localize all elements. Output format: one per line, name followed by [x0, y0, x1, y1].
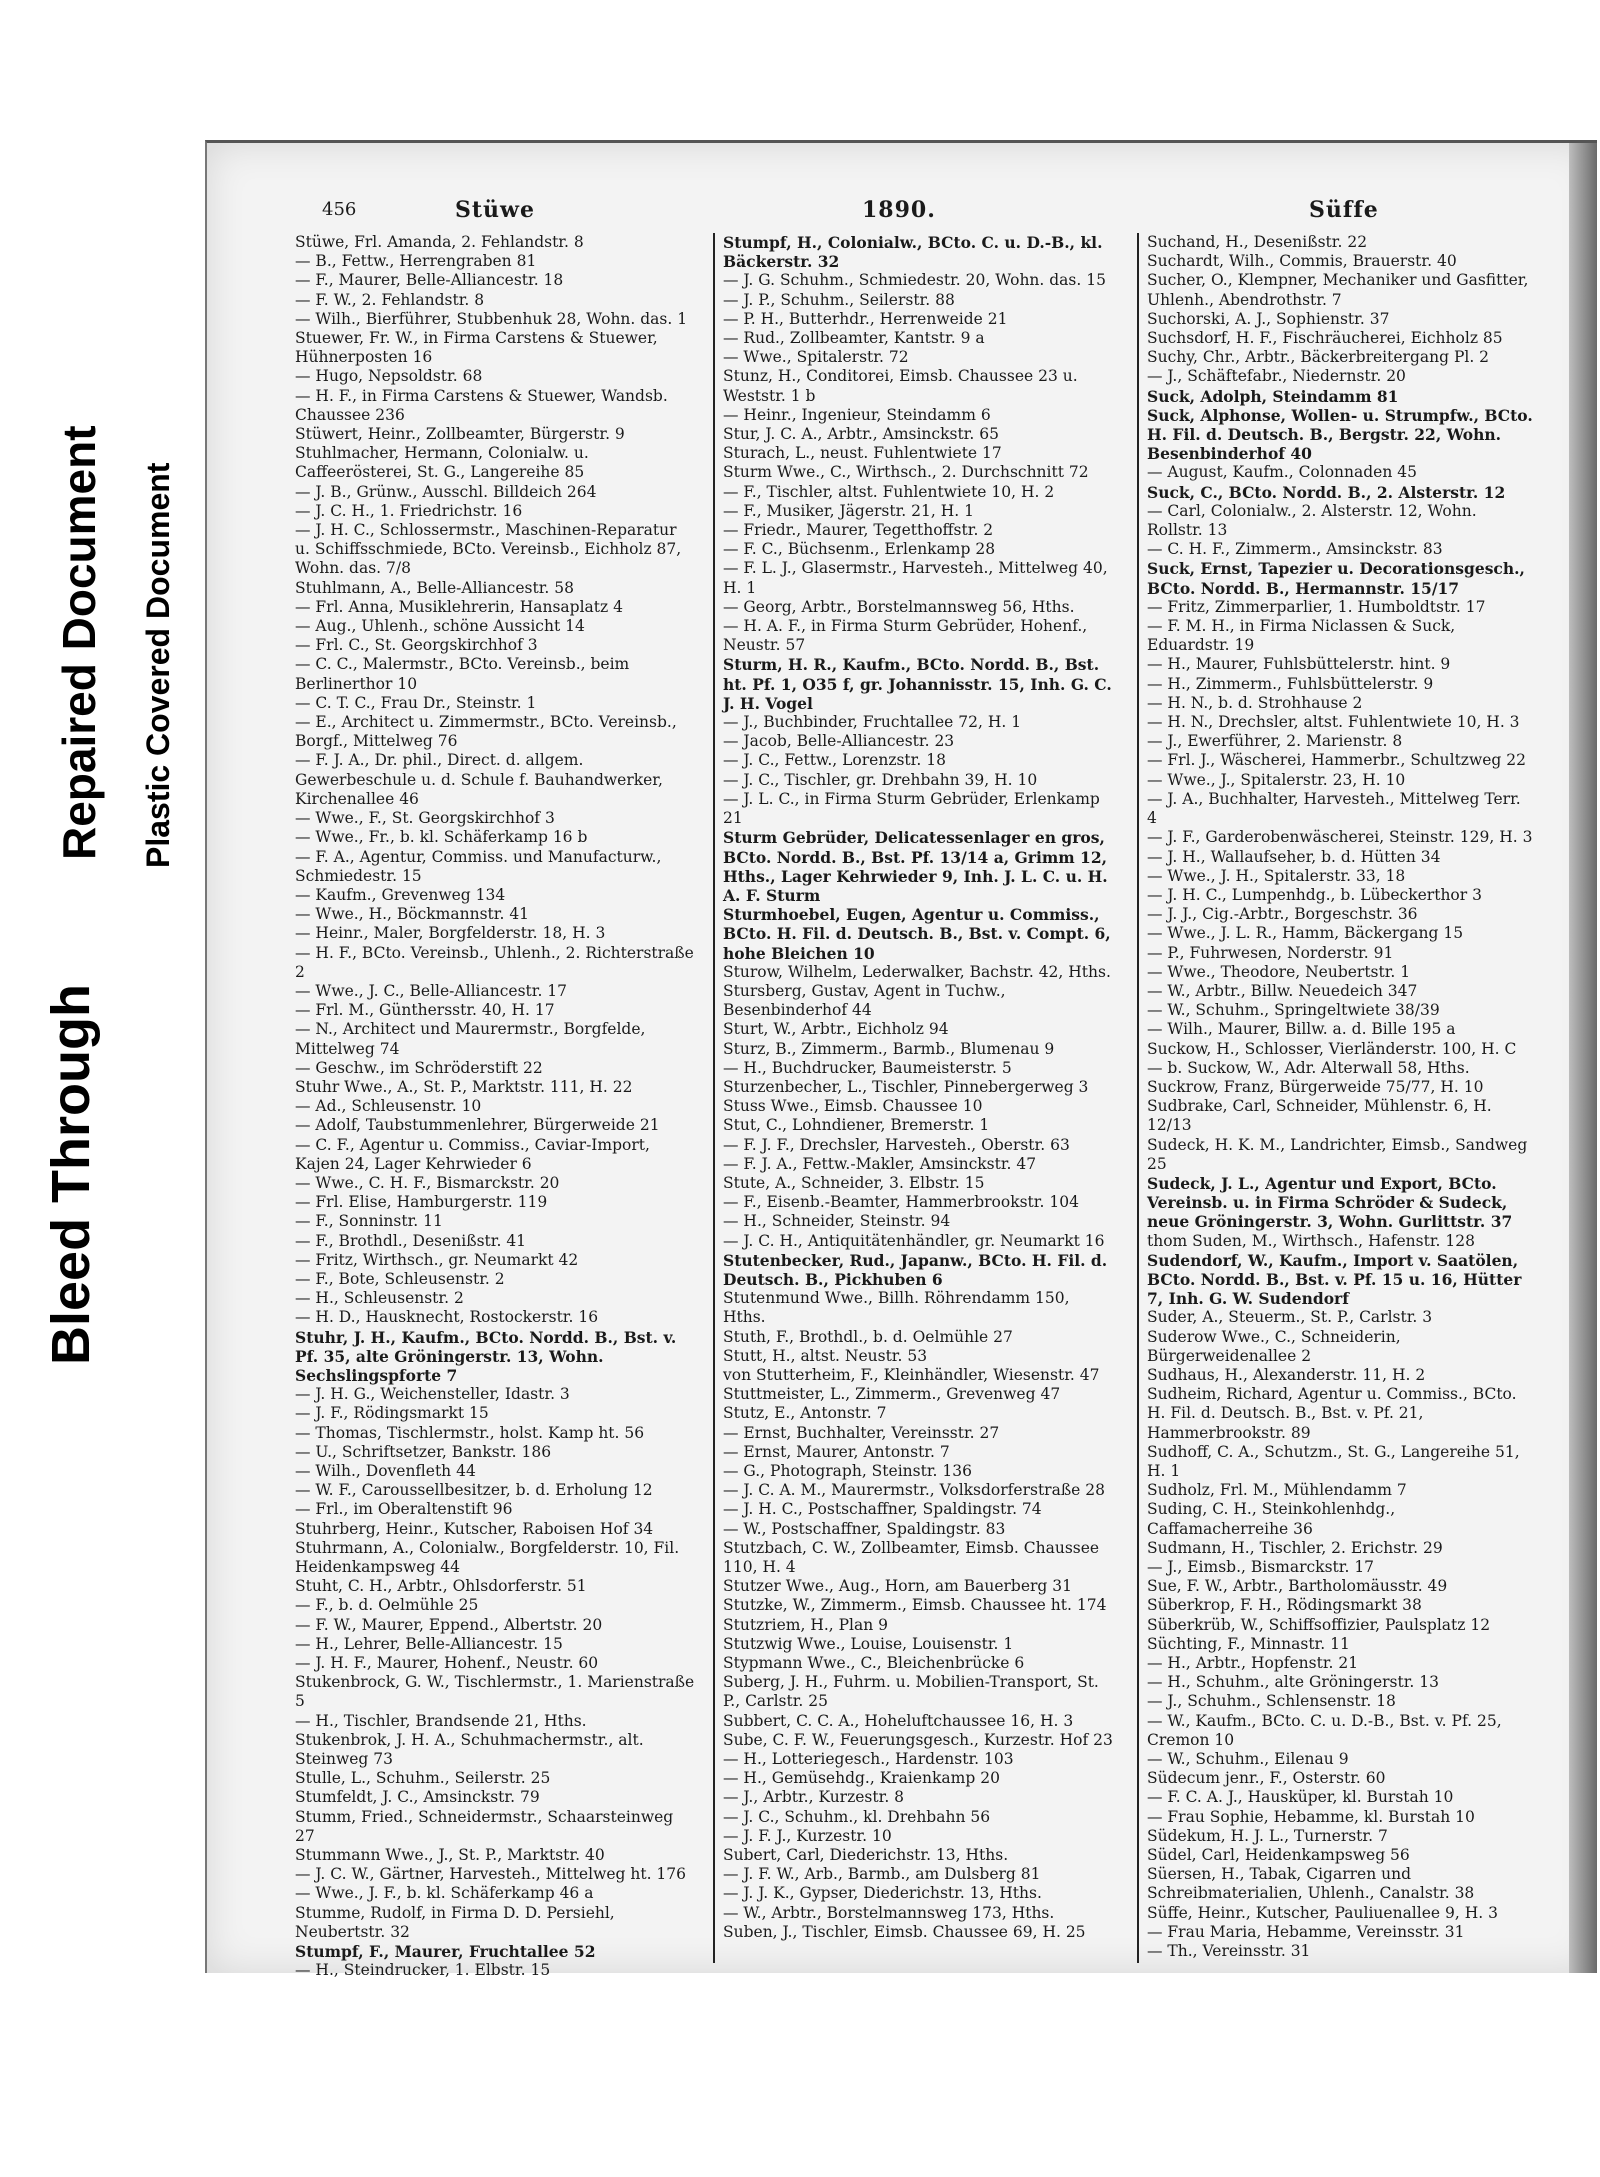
directory-entry: — H., Schneider, Steinstr. 94: [723, 1212, 951, 1231]
directory-entry: — H. N., Drechsler, altst. Fuhlentwiete 10, H. 3: [1147, 713, 1520, 732]
directory-entry: — J. B., Grünw., Ausschl. Billdeich 264: [295, 482, 597, 501]
directory-entry: — Wilh., Dovenfleth 44: [295, 1462, 476, 1480]
directory-entry: — Wwe., Spitalerstr. 72: [723, 348, 909, 367]
directory-entry: Stuth, F., Brothdl., b. d. Oelmühle 27: [723, 1327, 1013, 1346]
directory-entry: Suck, C., BCto. Nordd. B., 2. Alsterstr. 12: [1147, 482, 1506, 502]
directory-entry: Stuht, C. H., Arbtr., Ohlsdorferstr. 51: [295, 1577, 587, 1596]
directory-column-2: [713, 233, 1113, 1963]
directory-entry: — H. N., b. d. Strohhause 2: [1147, 693, 1363, 712]
directory-entry: — N., Architect und Maurermstr., Borgfelde, Mittelweg 74: [295, 1020, 646, 1058]
directory-entry: Suchand, H., Desenißstr. 22: [1147, 233, 1368, 251]
directory-entry: — Wwe., H., Böckmannstr. 41: [295, 905, 530, 924]
directory-entry: — Friedr., Maurer, Tegetthoffstr. 2: [723, 521, 994, 540]
directory-entry: Stutzke, W., Zimmerm., Eimsb. Chaussee ht. 174: [723, 1596, 1107, 1615]
directory-entry: — Fritz, Zimmerparlier, 1. Humboldtstr. 17: [1147, 597, 1486, 616]
label-plastic-covered-document: Plastic Covered Document: [140, 462, 176, 868]
directory-entry: Stuewer, Fr. W., in Firma Carstens & Stuewer, Hühnerposten 16: [295, 329, 658, 367]
directory-entry: Stut, C., Lohndiener, Bremerstr. 1: [723, 1116, 990, 1135]
directory-entry: Stüwert, Heinr., Zollbeamter, Bürgerstr. 9: [295, 425, 625, 444]
directory-column-1: [295, 233, 695, 1980]
directory-entry: Südekum, H. J. L., Turnerstr. 7: [1147, 1826, 1388, 1845]
directory-entry: — Frau Maria, Hebamme, Vereinsstr. 31: [1147, 1922, 1465, 1941]
directory-entry: Suchardt, Wilh., Commis, Brauerstr. 40: [1147, 252, 1457, 271]
directory-entry: Südel, Carl, Heidenkampsweg 56: [1147, 1846, 1410, 1865]
directory-column-3: [1137, 233, 1535, 1963]
directory-entry: Suben, J., Tischler, Eimsb. Chaussee 69, H. 25: [723, 1922, 1086, 1941]
directory-entry: Sturm, H. R., Kaufm., BCto. Nordd. B., Bst. ht. Pf. 1, O35 f, gr. Johannisstr. 15, Inh. G. C. J. H. Vogel: [723, 655, 1112, 713]
directory-entry: — J. H. F., Maurer, Hohenf., Neustr. 60: [295, 1654, 599, 1673]
directory-entry: Stutzwig Wwe., Louise, Louisenstr. 1: [723, 1634, 1014, 1653]
directory-entry: — Kaufm., Grevenweg 134: [295, 885, 506, 904]
running-head-year: 1890.: [862, 197, 936, 223]
directory-entry: Südecum jenr., F., Osterstr. 60: [1147, 1769, 1386, 1788]
directory-entry: Sudhaus, H., Alexanderstr. 11, H. 2: [1147, 1365, 1426, 1384]
directory-entry: Suder, A., Steuerm., St. P., Carlstr. 3: [1147, 1308, 1433, 1327]
directory-entry: Sudendorf, W., Kaufm., Import v. Saatölen, BCto. Nordd. B., Bst. v. Pf. 15 u. 16, Hütter 7, Inh. G. W. Sudendorf: [1147, 1250, 1522, 1309]
directory-entry: Sturow, Wilhelm, Lederwalker, Bachstr. 42, Hths.: [723, 962, 1111, 981]
directory-entry: Suding, C. H., Steinkohlenhdg., Caffamacherreihe 36: [1147, 1500, 1396, 1538]
directory-entry: — Hugo, Nepsoldstr. 68: [295, 367, 483, 386]
directory-entry: — F. J. F., Drechsler, Harvesteh., Oberstr. 63: [723, 1135, 1070, 1154]
running-head-left: Stüwe: [455, 197, 535, 223]
directory-entry: — Wwe., Theodore, Neubertstr. 1: [1147, 962, 1411, 981]
directory-entry: — J. C. H., 1. Friedrichstr. 16: [295, 501, 523, 520]
label-bleed-through: Bleed Through: [41, 984, 101, 1365]
directory-entry: Suchsdorf, H. F., Fischräucherei, Eichholz 85: [1147, 329, 1503, 348]
directory-entry: Stursberg, Gustav, Agent in Tuchw., Besenbinderhof 44: [723, 981, 1006, 1020]
directory-entry: — Jacob, Belle-Alliancestr. 23: [723, 732, 955, 751]
directory-entry: — August, Kaufm., Colonnaden 45: [1147, 463, 1417, 482]
directory-entry: — F., Brothdl., Desenißstr. 41: [295, 1231, 527, 1250]
directory-entry: — Aug., Uhlenh., schöne Aussicht 14: [295, 617, 585, 636]
directory-entry: Sturz, B., Zimmerm., Barmb., Blumenau 9: [723, 1039, 1055, 1058]
directory-entry: Stuhlmann, A., Belle-Alliancestr. 58: [295, 578, 574, 597]
directory-entry: Sue, F. W., Arbtr., Bartholomäusstr. 49: [1147, 1577, 1448, 1596]
directory-entry: Sucher, O., Klempner, Mechaniker und Gasfitter, Uhlenh., Abendrothstr. 7: [1147, 271, 1529, 309]
directory-entry: — H., Lehrer, Belle-Alliancestr. 15: [295, 1634, 563, 1653]
directory-entry: Subbert, C. C. A., Hoheluftchaussee 16, H. 3: [723, 1711, 1074, 1730]
directory-entry: — Heinr., Ingenieur, Steindamm 6: [723, 405, 991, 424]
directory-entry: Stutzer Wwe., Aug., Horn, am Bauerberg 31: [723, 1577, 1072, 1596]
directory-entry: — J. C. H., Antiquitätenhändler, gr. Neumarkt 16: [723, 1231, 1105, 1250]
directory-entry: Sturach, L., neust. Fuhlentwiete 17: [723, 444, 1002, 463]
directory-entry: Stunz, H., Conditorei, Eimsb. Chaussee 23 u. Weststr. 1 b: [723, 367, 1078, 405]
directory-entry: — Carl, Colonialw., 2. Alsterstr. 12, Wohn. Rollstr. 13: [1147, 501, 1477, 540]
directory-entry: — H. D., Hausknecht, Rostockerstr. 16: [295, 1308, 599, 1327]
directory-entry: — Rud., Zollbeamter, Kantstr. 9 a: [723, 329, 985, 348]
directory-entry: — Ernst, Buchhalter, Vereinsstr. 27: [723, 1423, 1000, 1442]
directory-entry: — Frau Sophie, Hebamme, kl. Burstah 10: [1147, 1807, 1475, 1826]
directory-entry: Stumme, Rudolf, in Firma D. D. Persiehl, Neubertstr. 32: [295, 1903, 615, 1941]
directory-entry: Suckow, H., Schlosser, Vierländerstr. 100, H. C: [1147, 1039, 1517, 1058]
directory-entry: — Wwe., J. L. R., Hamm, Bäckergang 15: [1147, 924, 1464, 943]
directory-entry: Stute, A., Schneider, 3. Elbstr. 15: [723, 1173, 985, 1192]
directory-entry: — Frl. Anna, Musiklehrerin, Hansaplatz 4: [295, 597, 623, 616]
directory-entry: — J. F., Garderobenwäscherei, Steinstr. 129, H. 3: [1147, 828, 1533, 847]
directory-entry: Süffe, Heinr., Kutscher, Pauliuenallee 9, H. 3: [1147, 1903, 1498, 1922]
directory-entry: Stumm, Fried., Schneidermstr., Schaarsteinweg 27: [295, 1807, 674, 1845]
directory-entry: — F. C. A. J., Hausküper, kl. Burstah 10: [1147, 1788, 1454, 1807]
directory-entry: Suck, Ernst, Tapezier u. Decorationsgesch., BCto. Nordd. B., Hermannstr. 15/17: [1147, 559, 1525, 598]
directory-entry: — H., Gemüsehdg., Kraienkamp 20: [723, 1769, 1000, 1788]
directory-entry: — H., Buchdrucker, Baumeisterstr. 5: [723, 1058, 1012, 1077]
directory-entry: — W. F., Caroussellbesitzer, b. d. Erholung 12: [295, 1481, 653, 1500]
directory-entry: — Wwe., J. C., Belle-Alliancestr. 17: [295, 981, 568, 1000]
directory-entry: Süberkrüb, W., Schiffsoffizier, Paulsplatz 12: [1147, 1615, 1491, 1634]
directory-entry: — J. F. W., Arb., Barmb., am Dulsberg 81: [723, 1865, 1041, 1884]
directory-entry: — Wwe., J. F., b. kl. Schäferkamp 46 a: [295, 1884, 594, 1903]
directory-entry: Stutenmund Wwe., Billh. Röhrendamm 150, Hths.: [723, 1289, 1070, 1327]
directory-entry: — J. H. C., Postschaffner, Spaldingstr. 74: [723, 1500, 1042, 1519]
directory-entry: Stukenbrok, J. H. A., Schuhmachermstr., alt. Steinweg 73: [295, 1730, 644, 1769]
directory-entry: — Fritz, Wirthsch., gr. Neumarkt 42: [295, 1250, 579, 1269]
directory-entry: Sudheim, Richard, Agentur u. Commiss., BCto. H. Fil. d. Deutsch. B., Bst. v. Pf. 21, Hammerbrookstr. 89: [1147, 1385, 1517, 1442]
directory-entry: Stulle, L., Schuhm., Seilerstr. 25: [295, 1769, 551, 1788]
directory-entry: — F. W., 2. Fehlandstr. 8: [295, 290, 485, 309]
directory-entry: Stuhr, J. H., Kaufm., BCto. Nordd. B., Bst. v. Pf. 35, alte Gröningerstr. 13, Wohn. Sechslingspforte 7: [295, 1327, 677, 1385]
directory-entry: — J. C., Schuhm., kl. Drehbahn 56: [723, 1807, 991, 1826]
directory-entry: — F., b. d. Oelmühle 25: [295, 1596, 479, 1615]
running-head-right: Süffe: [1309, 197, 1379, 223]
directory-entry: — C. C., Malermstr., BCto. Vereinsb., beim Berlinerthor 10: [295, 655, 630, 693]
directory-entry: Stuss Wwe., Eimsb. Chaussee 10: [723, 1097, 983, 1116]
directory-entry: Sudbrake, Carl, Schneider, Mühlenstr. 6, H. 12/13: [1147, 1097, 1492, 1135]
directory-entry: Stutenbecker, Rud., Japanw., BCto. H. Fil. d. Deutsch. B., Pickhuben 6: [723, 1250, 1108, 1289]
directory-entry: Stumfeldt, J. C., Amsinckstr. 79: [295, 1788, 540, 1807]
directory-entry: — F., Bote, Schleusenstr. 2: [295, 1269, 505, 1288]
page-header: [207, 197, 1597, 231]
directory-entry: — b. Suckow, W., Adr. Alterwall 58, Hths.: [1147, 1058, 1470, 1077]
directory-entry: — F. C., Büchsenm., Erlenkamp 28: [723, 540, 996, 559]
directory-entry: — Georg, Arbtr., Borstelmannsweg 56, Hths.: [723, 597, 1075, 616]
directory-entry: — J., Buchbinder, Fruchtallee 72, H. 1: [723, 713, 1022, 732]
directory-entry: — Wwe., J., Spitalerstr. 23, H. 10: [1147, 770, 1406, 789]
directory-columns: [295, 233, 1533, 1980]
directory-entry: — Wwe., J. H., Spitalerstr. 33, 18: [1147, 866, 1406, 885]
directory-entry: — J. H., Wallaufseher, b. d. Hütten 34: [1147, 847, 1441, 866]
directory-entry: — F., Maurer, Belle-Alliancestr. 18: [295, 271, 564, 290]
directory-entry: — F. J. A., Fettw.-Makler, Amsinckstr. 47: [723, 1154, 1037, 1173]
directory-entry: — J. L. C., in Firma Sturm Gebrüder, Erlenkamp 21: [723, 789, 1100, 828]
directory-entry: — Geschw., im Schröderstift 22: [295, 1058, 543, 1077]
scanned-page: [205, 140, 1597, 1980]
directory-entry: — Ad., Schleusenstr. 10: [295, 1097, 482, 1116]
directory-entry: — G., Photograph, Steinstr. 136: [723, 1462, 972, 1480]
directory-entry: — P., Fuhrwesen, Norderstr. 91: [1147, 943, 1394, 962]
directory-entry: — J. C. W., Gärtner, Harvesteh., Mittelweg ht. 176: [295, 1865, 687, 1884]
directory-entry: — W., Arbtr., Billw. Neuedeich 347: [1147, 981, 1418, 1000]
directory-entry: — J., Ewerführer, 2. Marienstr. 8: [1147, 732, 1403, 751]
directory-entry: — H., Schuhm., alte Gröningerstr. 13: [1147, 1673, 1439, 1692]
directory-entry: — Frl. Elise, Hamburgerstr. 119: [295, 1193, 548, 1212]
directory-entry: Sudhoff, C. A., Schutzm., St. G., Langereihe 51, H. 1: [1147, 1442, 1520, 1480]
directory-entry: — H. F., BCto. Vereinsb., Uhlenh., 2. Richterstraße 2: [295, 943, 694, 981]
directory-entry: Sturm Wwe., C., Wirthsch., 2. Durchschnitt 72: [723, 463, 1089, 482]
directory-entry: Sturmhoebel, Eugen, Agentur u. Commiss., BCto. H. Fil. d. Deutsch. B., Bst. v. Compt. 6, hohe Bleichen 10: [723, 905, 1111, 963]
directory-entry: Sturzenbecher, L., Tischler, Pinnebergerweg 3: [723, 1077, 1089, 1096]
directory-entry: — H., Schleusenstr. 2: [295, 1289, 464, 1308]
directory-entry: — Frl. J., Wäscherei, Hammerbr., Schultzweg 22: [1147, 751, 1526, 770]
directory-entry: Suderow Wwe., C., Schneiderin, Bürgerweidenallee 2: [1147, 1327, 1401, 1365]
page-number: 456: [322, 199, 357, 220]
directory-entry: Stuhlmacher, Hermann, Colonialw. u. Caffeerösterei, St. G., Langereihe 85: [295, 444, 589, 482]
directory-entry: — J. J., Cig.-Arbtr., Borgeschstr. 36: [1147, 905, 1418, 924]
directory-entry: — J., Arbtr., Kurzestr. 8: [723, 1788, 905, 1807]
directory-entry: Stuhr Wwe., A., St. P., Marktstr. 111, H. 22: [295, 1077, 633, 1096]
directory-entry: Sturt, W., Arbtr., Eichholz 94: [723, 1020, 949, 1039]
directory-entry: — J. C. A. M., Maurermstr., Volksdorferstraße 28: [723, 1481, 1106, 1500]
directory-entry: Stypmann Wwe., C., Bleichenbrücke 6: [723, 1654, 1025, 1673]
directory-entry: — Ernst, Maurer, Antonstr. 7: [723, 1442, 950, 1461]
directory-entry: — W., Postschaffner, Spaldingstr. 83: [723, 1519, 1006, 1538]
directory-entry: — E., Architect u. Zimmermstr., BCto. Vereinsb., Borgf., Mittelweg 76: [295, 713, 677, 751]
side-labels: [0, 0, 200, 2177]
directory-entry: — F. J. A., Dr. phil., Direct. d. allgem. Gewerbeschule u. d. Schule f. Bauhandwerker, Kirchenallee 46: [295, 751, 663, 808]
directory-entry: Stumpf, H., Colonialw., BCto. C. u. D.-B., kl. Bäckerstr. 32: [723, 233, 1103, 272]
directory-entry: — F., Eisenb.-Beamter, Hammerbrookstr. 104: [723, 1193, 1079, 1212]
directory-entry: — Th., Vereinsstr. 31: [1147, 1942, 1311, 1961]
directory-entry: — J. H. G., Weichensteller, Idastr. 3: [295, 1385, 570, 1404]
directory-entry: — Wilh., Maurer, Billw. a. d. Bille 195 a: [1147, 1020, 1456, 1039]
directory-entry: — Wilh., Bierführer, Stubbenhuk 28, Wohn. das. 1: [295, 309, 688, 328]
directory-entry: Stutz, E., Antonstr. 7: [723, 1404, 887, 1423]
directory-entry: — J. H. C., Schlossermstr., Maschinen-Reparatur u. Schiffsschmiede, BCto. Vereinsb., Eichholz 87, Wohn. das. 7/8: [295, 521, 682, 578]
directory-entry: — Heinr., Maler, Borgfelderstr. 18, H. 3: [295, 924, 606, 943]
directory-entry: Stuhrberg, Heinr., Kutscher, Raboisen Hof 34: [295, 1519, 654, 1538]
directory-entry: — H. F., in Firma Carstens & Stuewer, Wandsb. Chaussee 236: [295, 386, 668, 424]
directory-entry: — Wwe., C. H. F., Bismarckstr. 20: [295, 1173, 560, 1192]
directory-entry: Sudeck, J. L., Agentur und Export, BCto. Vereinsb. u. in Firma Schröder & Sudeck, neue Gröningerstr. 3, Wohn. Gurlittstr. 37: [1147, 1173, 1513, 1232]
directory-entry: — Wwe., F., St. Georgskirchhof 3: [295, 809, 555, 828]
directory-entry: — F. M. H., in Firma Niclassen & Suck, Eduardstr. 19: [1147, 617, 1456, 655]
directory-entry: Sudmann, H., Tischler, 2. Erichstr. 29: [1147, 1538, 1443, 1557]
directory-entry: — W., Schuhm., Eilenau 9: [1147, 1750, 1349, 1769]
directory-entry: — C. H. F., Zimmerm., Amsinckstr. 83: [1147, 540, 1443, 559]
directory-entry: — F., Sonninstr. 11: [295, 1212, 443, 1231]
directory-entry: thom Suden, M., Wirthsch., Hafenstr. 128: [1147, 1231, 1475, 1250]
directory-entry: Stutzriem, H., Plan 9: [723, 1615, 889, 1634]
directory-entry: — H., Lotteriegesch., Hardenstr. 103: [723, 1750, 1014, 1769]
directory-entry: — Adolf, Taubstummenlehrer, Bürgerweide 21: [295, 1116, 660, 1135]
directory-entry: — Wwe., Fr., b. kl. Schäferkamp 16 b: [295, 828, 588, 847]
directory-entry: — H. A. F., in Firma Sturm Gebrüder, Hohenf., Neustr. 57: [723, 617, 1088, 655]
directory-entry: — H., Arbtr., Hopfenstr. 21: [1147, 1654, 1359, 1673]
directory-entry: — J. C., Fettw., Lorenzstr. 18: [723, 751, 946, 770]
directory-entry: Suchorski, A. J., Sophienstr. 37: [1147, 309, 1390, 328]
directory-entry: — Frl. C., St. Georgskirchhof 3: [295, 636, 538, 655]
directory-entry: — C. T. C., Frau Dr., Steinstr. 1: [295, 693, 537, 712]
directory-entry: — Frl., im Oberaltenstift 96: [295, 1500, 513, 1519]
directory-entry: Suck, Alphonse, Wollen- u. Strumpfw., BCto. H. Fil. d. Deutsch. B., Bergstr. 22, Wohn. Besenbinderhof 40: [1147, 405, 1533, 464]
directory-entry: — J., Eimsb., Bismarckstr. 17: [1147, 1558, 1375, 1577]
directory-entry: — H., Tischler, Brandsende 21, Hths.: [295, 1711, 587, 1730]
directory-entry: — J., Schäftefabr., Niedernstr. 20: [1147, 367, 1406, 386]
directory-entry: — F., Musiker, Jägerstr. 21, H. 1: [723, 501, 974, 520]
directory-entry: — Frl. M., Günthersstr. 40, H. 17: [295, 1001, 555, 1020]
directory-entry: Stutt, H., altst. Neustr. 53: [723, 1346, 928, 1365]
directory-entry: — F. W., Maurer, Eppend., Albertstr. 20: [295, 1615, 603, 1634]
directory-entry: Stukenbrock, G. W., Tischlermstr., 1. Marienstraße 5: [295, 1673, 695, 1711]
directory-entry: Stur, J. C. A., Arbtr., Amsinckstr. 65: [723, 425, 999, 444]
directory-entry: — Thomas, Tischlermstr., holst. Kamp ht. 56: [295, 1423, 645, 1442]
directory-entry: — H., Steindrucker, 1. Elbstr. 15: [295, 1961, 551, 1980]
directory-entry: Stumpf, F., Maurer, Fruchtallee 52: [295, 1942, 596, 1962]
directory-entry: Sturm Gebrüder, Delicatessenlager en gros, BCto. Nordd. B., Bst. Pf. 13/14 a, Grimm 12, Hths., Lager Kehrwieder 9, Inh. J. L. C. u. H. A. F. Sturm: [723, 828, 1108, 905]
directory-entry: — F. L. J., Glasermstr., Harvesteh., Mittelweg 40, H. 1: [723, 559, 1108, 597]
directory-entry: Sudholz, Frl. M., Mühlendamm 7: [1147, 1481, 1407, 1500]
directory-entry: Süersen, H., Tabak, Cigarren und Schreibmaterialien, Uhlenh., Canalstr. 38: [1147, 1865, 1475, 1903]
directory-entry: Subert, Carl, Diederichstr. 13, Hths.: [723, 1846, 1009, 1865]
directory-entry: — H., Zimmerm., Fuhlsbüttelerstr. 9: [1147, 674, 1434, 693]
directory-entry: — J. A., Buchhalter, Harvesteh., Mittelweg Terr. 4: [1147, 789, 1521, 828]
directory-entry: Stummann Wwe., J., St. P., Marktstr. 40: [295, 1846, 605, 1865]
directory-entry: Stutzbach, C. W., Zollbeamter, Eimsb. Chaussee 110, H. 4: [723, 1538, 1100, 1577]
directory-entry: Suckrow, Franz, Bürgerweide 75/77, H. 10: [1147, 1077, 1484, 1096]
directory-entry: — W., Kaufm., BCto. C. u. D.-B., Bst. v. Pf. 25, Cremon 10: [1147, 1711, 1502, 1749]
directory-entry: Stüwe, Frl. Amanda, 2. Fehlandstr. 8: [295, 233, 584, 251]
directory-entry: — U., Schriftsetzer, Bankstr. 186: [295, 1442, 552, 1461]
directory-entry: — J. F., Rödingsmarkt 15: [295, 1404, 489, 1423]
directory-entry: — W., Schuhm., Springeltwiete 38/39: [1147, 1001, 1440, 1020]
directory-entry: — J. C., Tischler, gr. Drehbahn 39, H. 10: [723, 770, 1038, 789]
directory-entry: Süberkrop, F. H., Rödingsmarkt 38: [1147, 1596, 1422, 1615]
directory-entry: — J. J. K., Gypser, Diederichstr. 13, Hths.: [723, 1884, 1042, 1903]
directory-entry: — J. F. J., Kurzestr. 10: [723, 1826, 892, 1845]
directory-entry: — J. P., Schuhm., Seilerstr. 88: [723, 290, 955, 309]
directory-entry: Stuttmeister, L., Zimmerm., Grevenweg 47: [723, 1385, 1061, 1404]
directory-entry: — P. H., Butterhdr., Herrenweide 21: [723, 309, 1008, 328]
directory-entry: Suberg, J. H., Fuhrm. u. Mobilien-Transport, St. P., Carlstr. 25: [723, 1673, 1099, 1711]
directory-entry: Sube, C. F. W., Feuerungsgesch., Kurzestr. Hof 23: [723, 1730, 1113, 1749]
directory-entry: Suck, Adolph, Steindamm 81: [1147, 386, 1399, 406]
directory-entry: — H., Maurer, Fuhlsbüttelerstr. hint. 9: [1147, 655, 1451, 674]
directory-entry: — J. G. Schuhm., Schmiedestr. 20, Wohn. das. 15: [723, 271, 1106, 290]
directory-entry: von Stutterheim, F., Kleinhändler, Wiesenstr. 47: [723, 1365, 1100, 1384]
directory-entry: — W., Arbtr., Borstelmannsweg 173, Hths.: [723, 1903, 1055, 1922]
directory-entry: Sudeck, H. K. M., Landrichter, Eimsb., Sandweg 25: [1147, 1135, 1528, 1173]
directory-entry: — F. A., Agentur, Commiss. und Manufacturw., Schmiedestr. 15: [295, 847, 662, 885]
label-repaired-document: Repaired Document: [53, 425, 105, 860]
directory-entry: Süchting, F., Minnastr. 11: [1147, 1634, 1350, 1653]
directory-entry: Stuhrmann, A., Colonialw., Borgfelderstr. 10, Fil. Heidenkampsweg 44: [295, 1538, 680, 1577]
directory-entry: — J., Schuhm., Schlensenstr. 18: [1147, 1692, 1396, 1711]
directory-entry: — F., Tischler, altst. Fuhlentwiete 10, H. 2: [723, 482, 1055, 501]
directory-entry: Suchy, Chr., Arbtr., Bäckerbreitergang Pl. 2: [1147, 348, 1490, 367]
directory-entry: — B., Fettw., Herrengraben 81: [295, 252, 537, 271]
directory-entry: — C. F., Agentur u. Commiss., Caviar-Import, Kajen 24, Lager Kehrwieder 6: [295, 1135, 650, 1173]
directory-entry: — J. H. C., Lumpenhdg., b. Lübeckerthor 3: [1147, 885, 1482, 904]
